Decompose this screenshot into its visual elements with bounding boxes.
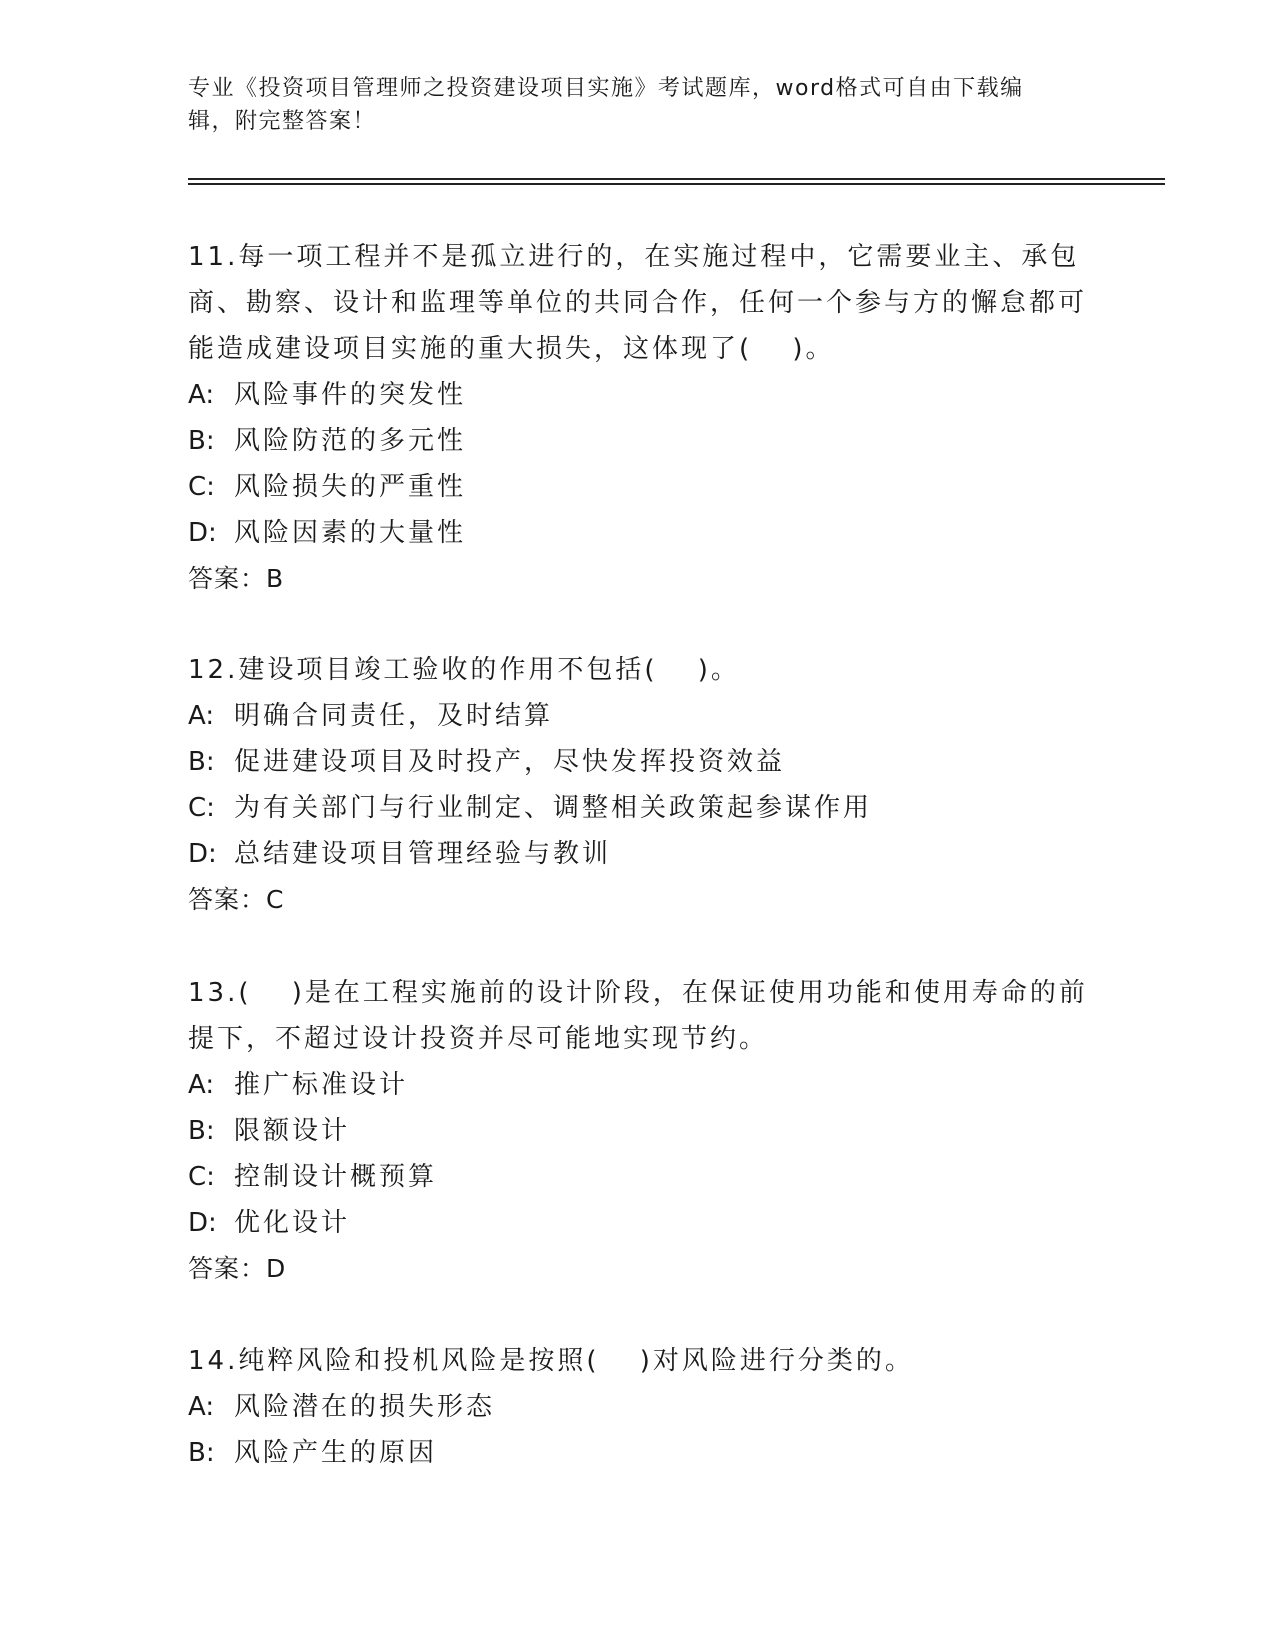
option-letter: D: — [188, 1208, 217, 1238]
option-text: 风险因素的大量性 — [234, 518, 467, 548]
question-12 — [188, 647, 1088, 923]
option-a — [188, 1384, 1088, 1430]
option-letter: B: — [188, 426, 215, 456]
option-text: 促进建设项目及时投产，尽快发挥投资效益 — [234, 747, 786, 777]
question-11 — [188, 234, 1088, 602]
option-text: 风险防范的多元性 — [234, 426, 467, 456]
option-b — [188, 418, 1088, 464]
option-text: 风险潜在的损失形态 — [234, 1392, 496, 1422]
option-a — [188, 693, 1088, 739]
option-a — [188, 1062, 1088, 1108]
option-letter: A: — [188, 1392, 215, 1422]
option-text: 推广标准设计 — [234, 1070, 409, 1100]
option-letter: A: — [188, 1070, 215, 1100]
option-a — [188, 372, 1088, 418]
option-c — [188, 785, 1088, 831]
option-text: 风险损失的严重性 — [234, 472, 467, 502]
document-header: 专业《投资项目管理师之投资建设项目实施》考试题库，word格式可自由下载编辑，附完整答案！ — [188, 76, 1024, 134]
question-stem: 13.( )是在工程实施前的设计阶段，在保证使用功能和使用寿命的前提下，不超过设计投资并尽可能地实现节约。 — [188, 978, 1088, 1054]
option-text: 总结建设项目管理经验与教训 — [234, 839, 612, 869]
option-b — [188, 739, 1088, 785]
option-text: 风险产生的原因 — [234, 1438, 438, 1468]
option-letter: C: — [188, 472, 215, 502]
option-text: 限额设计 — [234, 1116, 351, 1146]
option-letter: D: — [188, 839, 217, 869]
option-letter: B: — [188, 1116, 215, 1146]
option-text: 优化设计 — [234, 1208, 351, 1238]
answer-line: 答案：C — [188, 885, 285, 914]
option-letter: A: — [188, 701, 215, 731]
option-letter: D: — [188, 518, 217, 548]
question-14 — [188, 1338, 1088, 1476]
answer-line: 答案：B — [188, 564, 285, 593]
question-stem: 12.建设项目竣工验收的作用不包括( )。 — [188, 655, 740, 685]
header-divider-bottom — [188, 183, 1165, 185]
question-stem: 14.纯粹风险和投机风险是按照( )对风险进行分类的。 — [188, 1346, 914, 1376]
option-text: 风险事件的突发性 — [234, 380, 467, 410]
option-c — [188, 1154, 1088, 1200]
option-text: 明确合同责任，及时结算 — [234, 701, 554, 731]
option-d — [188, 831, 1088, 877]
option-b — [188, 1108, 1088, 1154]
option-d — [188, 1200, 1088, 1246]
option-letter: B: — [188, 1438, 215, 1468]
question-stem: 11.每一项工程并不是孤立进行的，在实施过程中，它需要业主、承包商、勘察、设计和监理等单位的共同合作，任何一个参与方的懈怠都可能造成建设项目实施的重大损失，这体现了( )。 — [188, 242, 1088, 364]
option-text: 为有关部门与行业制定、调整相关政策起参谋作用 — [234, 793, 873, 823]
option-text: 控制设计概预算 — [234, 1162, 438, 1192]
option-c — [188, 464, 1088, 510]
option-letter: B: — [188, 747, 215, 777]
option-letter: C: — [188, 793, 215, 823]
answer-line: 答案：D — [188, 1254, 287, 1283]
option-b — [188, 1430, 1088, 1476]
option-letter: A: — [188, 380, 215, 410]
header-divider-top — [188, 178, 1165, 180]
option-letter: C: — [188, 1162, 215, 1192]
question-13 — [188, 970, 1088, 1292]
option-d — [188, 510, 1088, 556]
